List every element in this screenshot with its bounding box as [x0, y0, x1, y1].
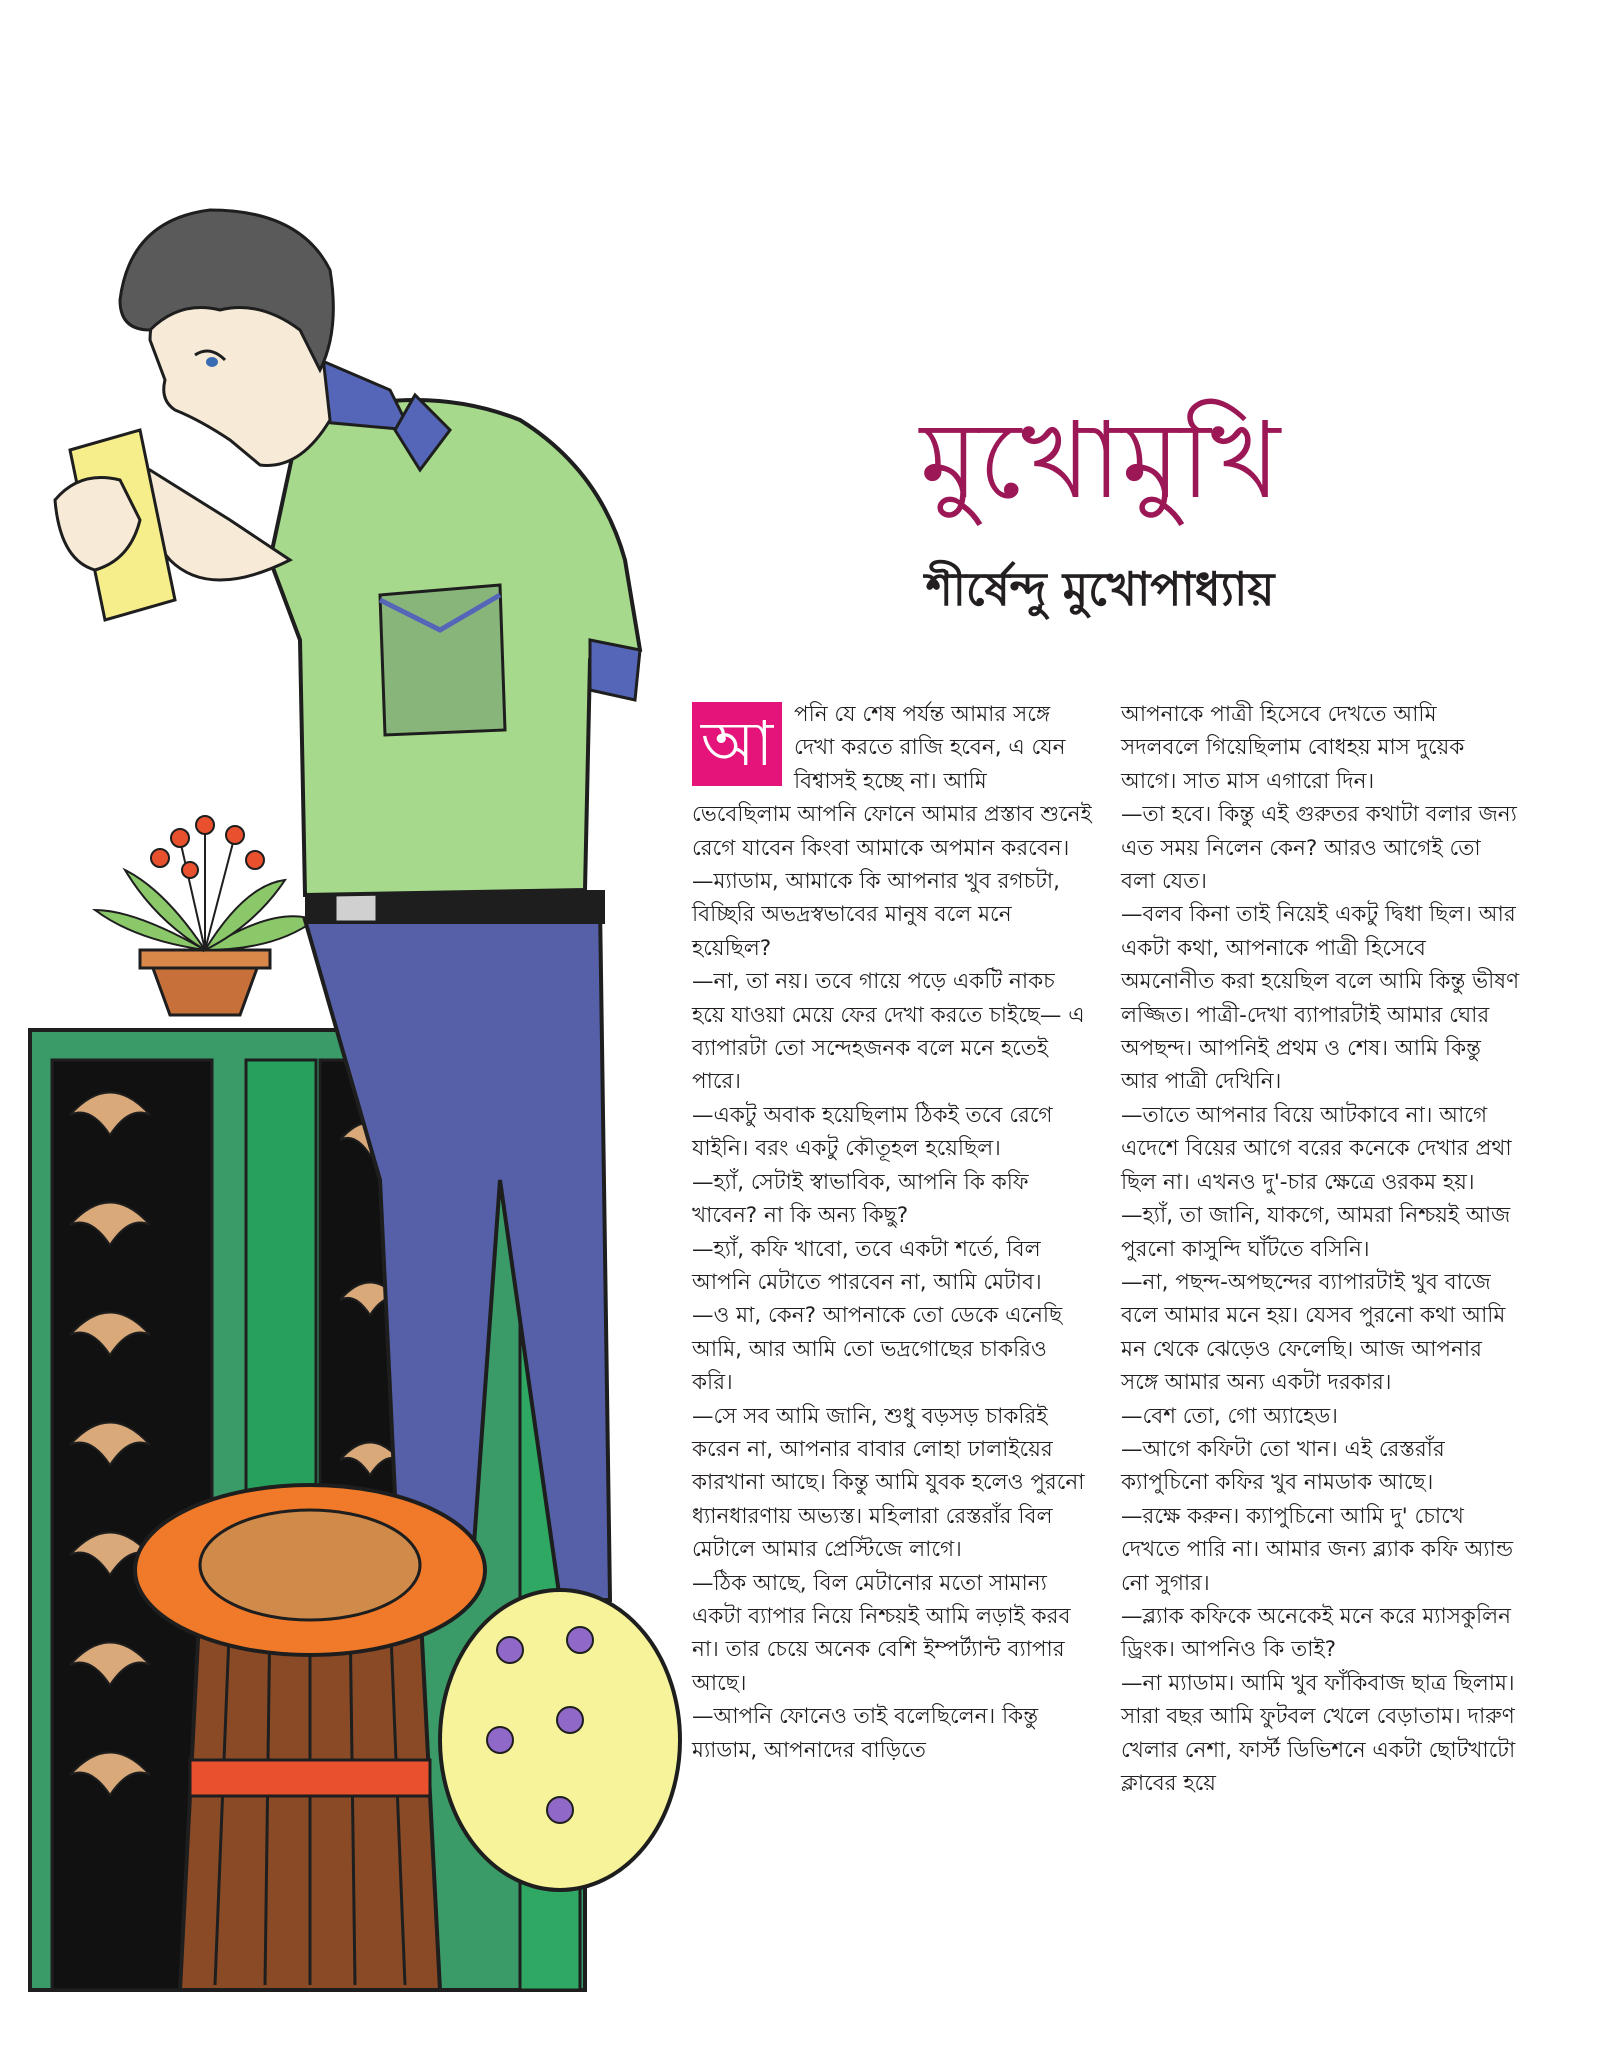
paragraph: —বলব কিনা তাই নিয়েই একটু দ্বিধা ছিল। আর একটা কথা, আপনাকে পাত্রী হিসেবে অমনোনীত করা হয়েছিল বলে আমি কিন্তু ভীষণ লজ্জিত। পাত্রী-দেখা ব্যাপারটাই আমার ঘোর অপছন্দ। আপনিই প্রথম ও শেষ। আমি কিন্তু আর পাত্রী দেখিনি। [1121, 902, 1520, 1095]
paragraph: —বেশ তো, গো অ্যাহেড। [1121, 1403, 1338, 1429]
paragraph: —ব্ল্যাক কফিকে অনেকেই মনে করে ম্যাসকুলিন ড্রিংক। আপনিও কি তাই? [1121, 1603, 1511, 1663]
paragraph: —একটু অবাক হয়েছিলাম ঠিকই তবে রেগে যাইনি। বরং একটু কৌতূহল হয়েছিল। [692, 1102, 1053, 1162]
paragraph: —তা হবে। কিন্তু এই গুরুতর কথাটা বলার জন্য এত সময় নিলেন কেন? আরও আগেই তো বলা যেত। [1121, 802, 1517, 895]
paragraph: —হ্যাঁ, সেটাই স্বাভাবিক, আপনি কি কফি খাবেন? না কি অন্য কিছু? [692, 1169, 1029, 1229]
paragraph: —ও মা, কেন? আপনাকে তো ডেকে এনেছি আমি, আর আমি তো ভদ্রগোছের চাকরিও করি। [692, 1303, 1063, 1396]
paragraph: আপনাকে পাত্রী হিসেবে দেখতে আমি সদলবলে গিয়েছিলাম বোধহয় মাস দুয়েক আগে। সাত মাস এগারো দিন। [1121, 702, 1465, 794]
paragraph: —না, তা নয়। তবে গায়ে পড়ে একটি নাকচ হয়ে যাওয়া মেয়ে ফের দেখা করতে চাইছে— এ ব্যাপারটা তো সন্দেহজনক বলে মনে হতেই পারে। [692, 969, 1085, 1095]
paragraph: —না, পছন্দ-অপছন্দের ব্যাপারটাই খুব বাজে বলে আমার মনে হয়। যেসব পুরনো কথা আমি মন থেকে ঝেড়েও ফেলেছি। আজ আপনার সঙ্গে আমার অন্য একটা দরকার। [1121, 1269, 1506, 1396]
text-column-right [1121, 698, 1521, 1800]
first-paragraph-text: পনি যে শেষ পর্যন্ত আমার সঙ্গে দেখা করতে রাজি হবেন, এ যেন বিশ্বাসই হচ্ছে না। আমি ভেবেছিলাম আপনি ফোনে আমার প্রস্তাব শুনেই রেগে যাবেন কিংবা আমাকে অপমান করবেন। [692, 702, 1092, 861]
author-name: শীর্ষেন্দু মুখোপাধ্যায় [925, 562, 1275, 616]
paragraph: —হ্যাঁ, কফি খাবো, তবে একটা শর্তে, বিল আপনি মেটাতে পারবেন না, আমি মেটাব। [692, 1236, 1042, 1295]
potted-plant [95, 816, 315, 1015]
first-paragraph [692, 698, 1092, 865]
paragraph: —আগে কফিটা তো খান। এই রেস্তরাঁর ক্যাপুচিনো কফির খুব নামডাক আছে। [1121, 1436, 1445, 1496]
story-illustration [0, 0, 700, 2047]
paragraph: —ম্যাডাম, আমাকে কি আপনার খুব রগচটা, বিচ্ছিরি অভদ্রস্বভাবের মানুষ বলে মনে হয়েছিল? [692, 869, 1060, 961]
story-title: মুখোমুখি [919, 399, 1281, 522]
paragraph: —ঠিক আছে, বিল মেটানোর মতো সামান্য একটা ব্যাপার নিয়ে নিশ্চয়ই আমি লড়াই করব না। তার চেয়ে অনেক বেশি ইম্পর্ট্যান্ট ব্যাপার আছে। [692, 1570, 1071, 1696]
paragraph: —রক্ষে করুন। ক্যাপুচিনো আমি দু' চোখে দেখতে পারি না। আমার জন্য ব্ল্যাক কফি অ্যান্ড নো সুগার। [1121, 1503, 1514, 1596]
text-column-left [692, 698, 1092, 1767]
cushion [440, 1590, 680, 1890]
paragraph: —না ম্যাডাম। আমি খুব ফাঁকিবাজ ছাত্র ছিলাম। সারা বছর আমি ফুটবল খেলে বেড়াতাম। দারুণ খেলার নেশা, ফার্স্ট ডিভিশনে একটা ছোটখাটো ক্লাবের হয়ে [1121, 1670, 1516, 1796]
paragraph: —হ্যাঁ, তা জানি, যাকগে, আমরা নিশ্চয়ই আজ পুরনো কাসুন্দি ঘাঁটতে বসিনি। [1121, 1203, 1511, 1262]
paragraph: —তাতে আপনার বিয়ে আটকাবে না। আগে এদেশে বিয়ের আগে বরের কনেকে দেখার প্রথা ছিল না। এখনও দু'-চার ক্ষেত্রে ওরকম হয়। [1121, 1102, 1512, 1195]
paragraph: —সে সব আমি জানি, শুধু বড়সড় চাকরিই করেন না, আপনার বাবার লোহা ঢালাইয়ের কারখানা আছে। কিন্তু আমি যুবক হলেও পুরনো ধ্যানধারণায় অভ্যস্ত। মহিলারা রেস্তরাঁর বিল মেটালে আমার প্রেস্টিজে লাগে। [692, 1403, 1085, 1563]
paragraph: —আপনি ফোনেও তাই বলেছিলেন। কিন্তু ম্যাডাম, আপনাদের বাড়িতে [692, 1704, 1039, 1763]
drop-cap: আ [692, 702, 782, 786]
